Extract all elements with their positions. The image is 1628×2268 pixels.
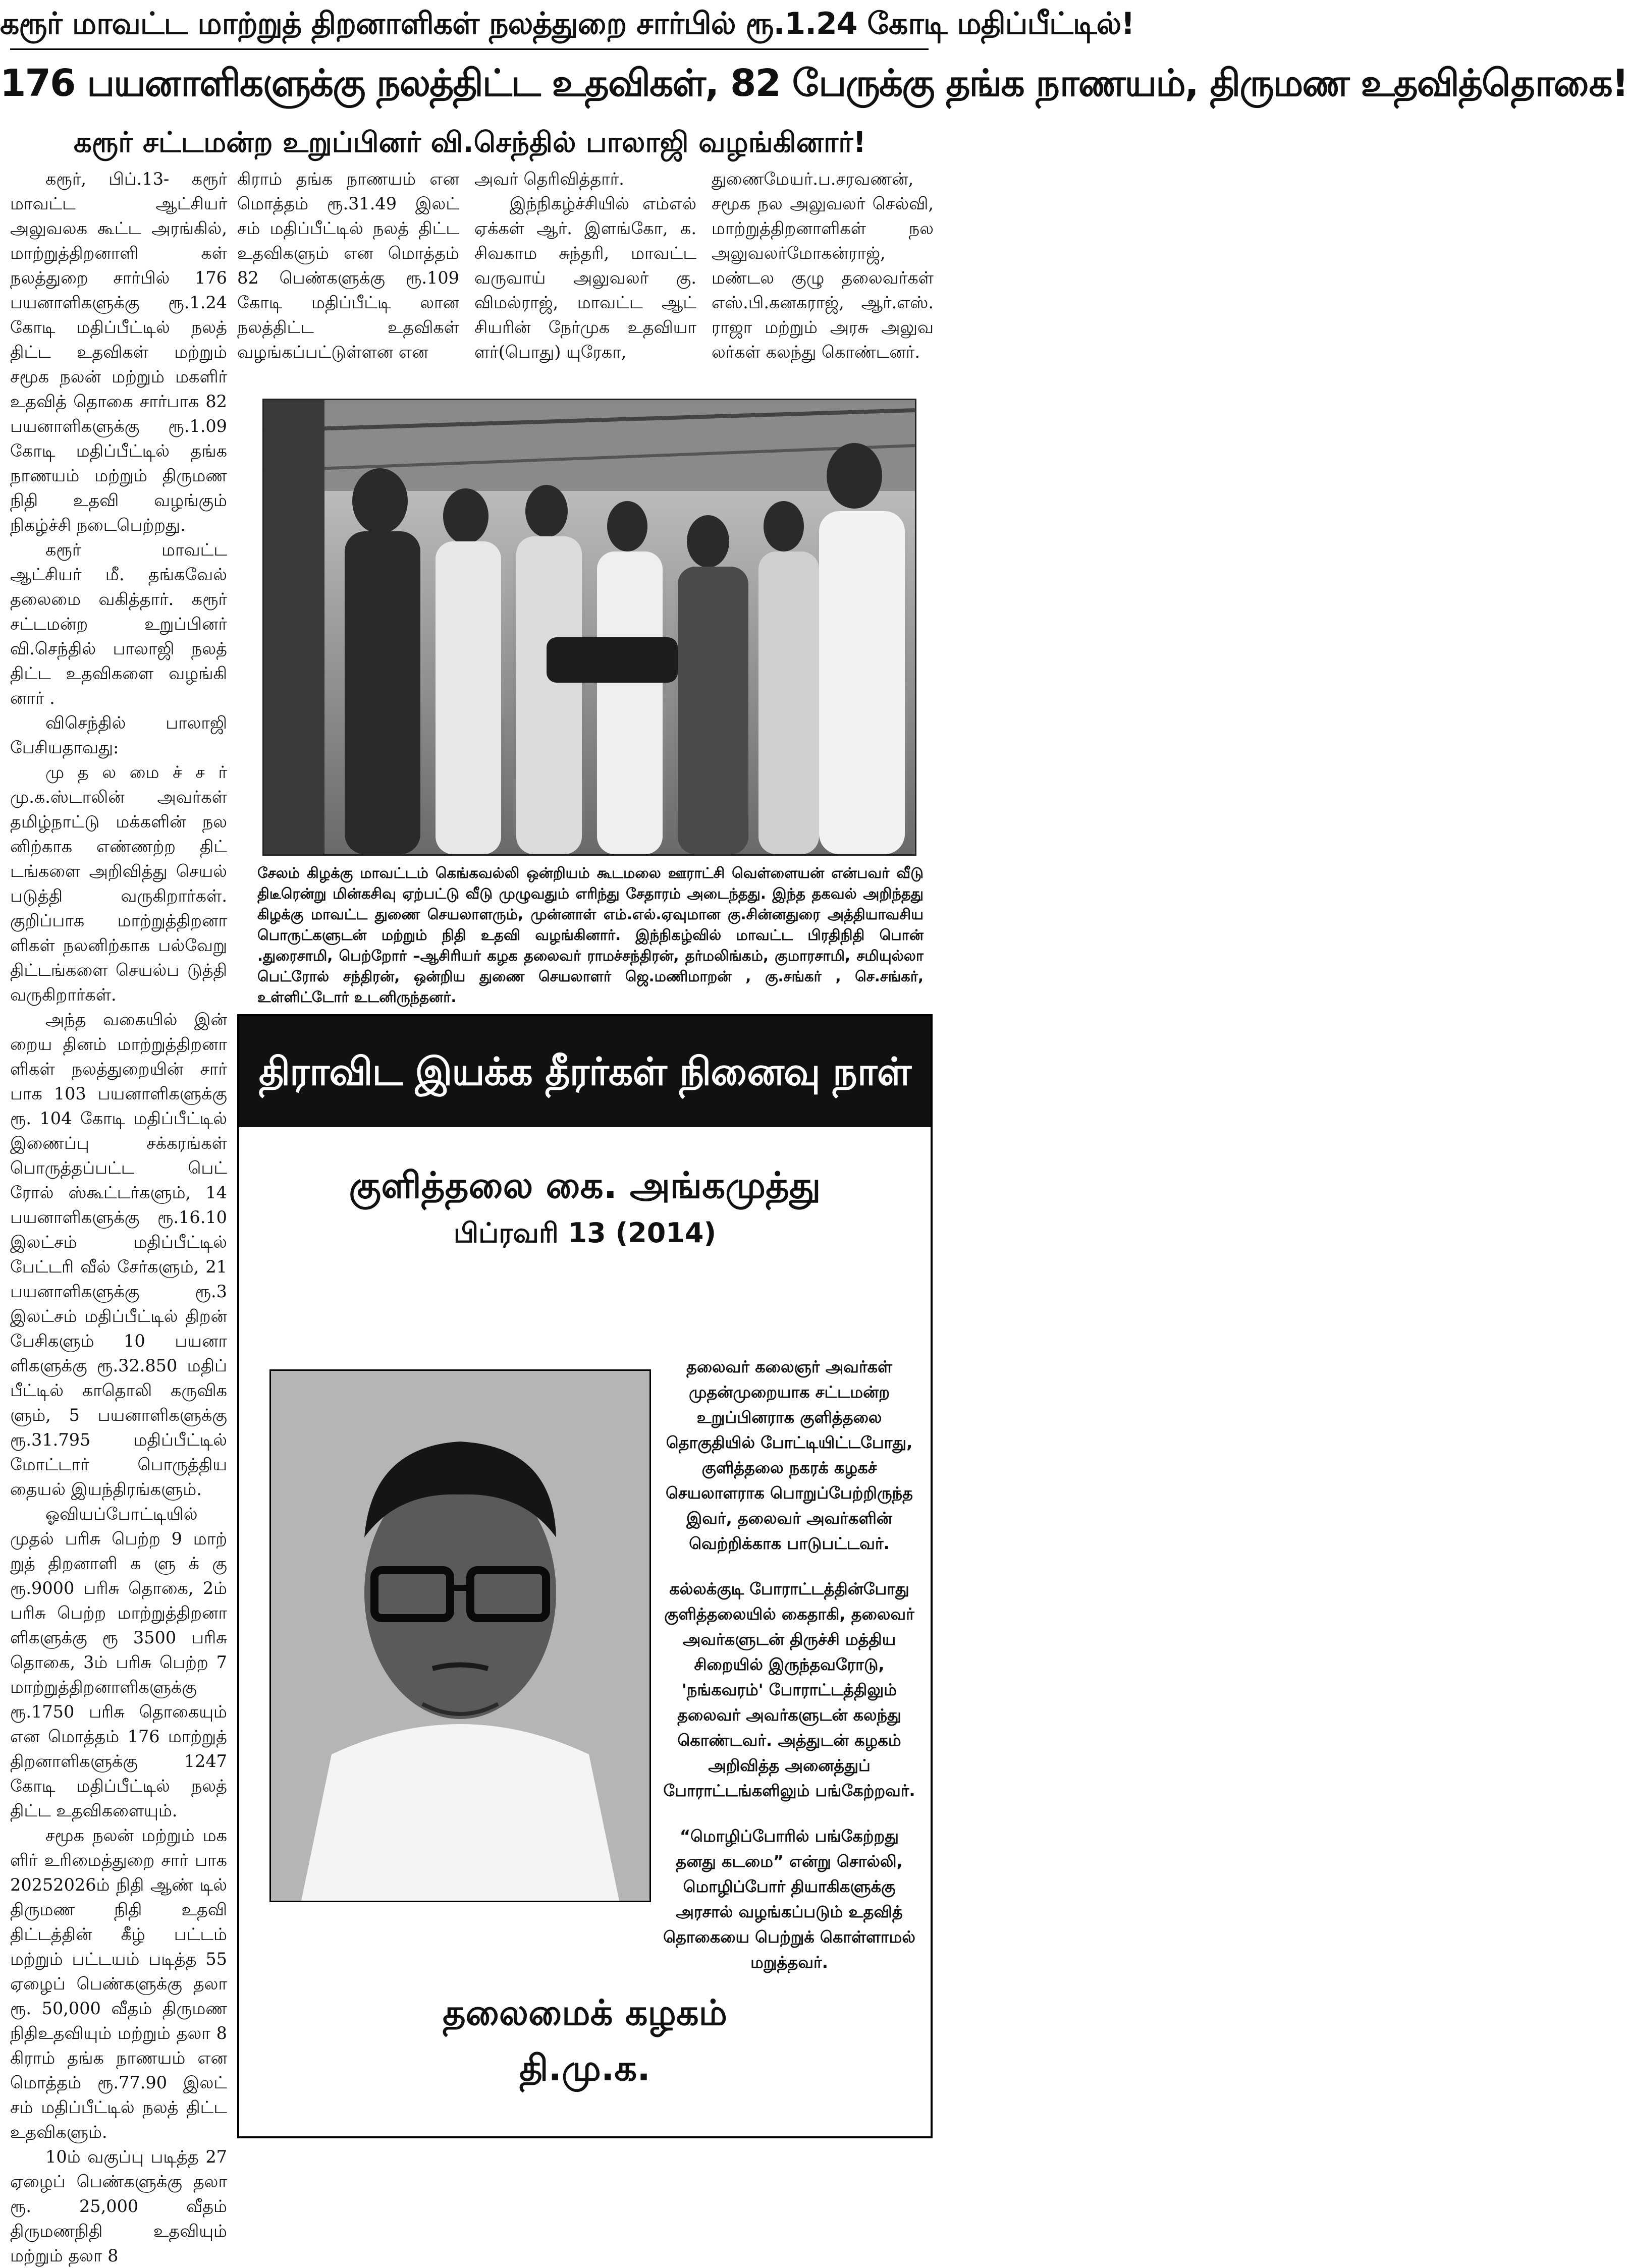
article-para: இந்நிகழ்ச்சியில் எம்எல் ஏக்கள் ஆர். இளங்கோ, க. சிவகாம சுந்தரி, மாவட்ட வருவாய் அலுவலர் கு. விமல்ராஜ், மாவட்ட ஆட் சியரின் நேர்முக உதவியா ளர்(பொது) யுரேகா, [474, 194, 696, 362]
headline-rule [10, 48, 929, 50]
memorial-banner: திராவிட இயக்க தீரர்கள் நினைவு நாள் [239, 1016, 931, 1127]
article-para: சமூக நலன் மற்றும் மக ளிர் உரிமைத்துறை சார் பாக 20252026ம் நிதி ஆண் டில் திருமண நிதி உதவி திட்டத்தின் கீழ் பட்டம் மற்றும் பட்டயம் படித்த 55 ஏழைப் பெண்களுக்கு தலா ரூ. 50,000 வீதம் திருமண நிதிஉதவியும் மற்றும் தலா 8 கிராம் தங்க நாணயம் என மொத்தம் ரூ.77.90 இலட் சம் மதிப்பீட்டில் நலத் திட்ட உதவிகளும். [10, 1826, 227, 2142]
memorial-bio [658, 1354, 920, 1995]
headline-main: 176 பயனாளிகளுக்கு நலத்திட்ட உதவிகள், 82 பேருக்கு தங்க நாணயம், திருமண உதவித்தொகை! [0, 62, 1628, 105]
news-photo [262, 399, 916, 856]
article-para: கிராம் தங்க நாணயம் என மொத்தம் ரூ.31.49 இலட் சம் மதிப்பீட்டில் நலத் திட்ட உதவிகளும் என மொத்தம் 82 பெண்களுக்கு ரூ.109 கோடி மதிப்பீட்டி லான நலத்திட்ட உதவிகள் வழங்கப்பட்டுள்ளன என [237, 169, 459, 362]
photo-illustration [264, 400, 915, 854]
memorial-bio-para: கல்லக்குடி போராட்டத்தின்போது குளித்தலையில் கைதாகி, தலைவர் அவர்களுடன் திருச்சி மத்திய சிறையில் இருந்தவரோடு, 'நங்கவரம்' போராட்டத்திலும் தலைவர் அவர்களுடன் கலந்து கொண்டவர். அத்துடன் கழகம் அறிவித்த அனைத்துப் போராட்டங்களிலும் பங்கேற்றவர். [663, 1579, 915, 1800]
article-para: கரூர் மாவட்ட ஆட்சியர் மீ. தங்கவேல் தலைமை வகித்தார். கரூர் சட்டமன்ற உறுப்பினர் வி.செந்தில் பாலாஜி நலத் திட்ட உதவிகளை வழங்கி னார் . [10, 540, 227, 708]
memorial-bio-para: “மொழிப்போரில் பங்கேற்றது தனது கடமை” என்று சொல்லி, மொழிப்போர் தியாகிகளுக்கு அரசால் வழங்கப்படும் உதவித் தொகையை பெற்றுக் கொள்ளாமல் மறுத்தவர். [663, 1827, 915, 1972]
article-para: அந்த வகையில் இன் றைய தினம் மாற்றுத்திறனா ளிகள் நலத்துறையின் சார் பாக 103 பயனாளிகளுக்கு ரூ. 104 கோடி மதிப்பீட்டில் இணைப்பு சக்கரங்கள் பொருத்தப்பட்ட பெட் ரோல் ஸ்கூட்டர்களும், 14 பயனாளிகளுக்கு ரூ.16.10 இலட்சம் மதிப்பீட்டில் பேட்டரி வீல் சேர்களும், 21 பயனாளிகளுக்கு ரூ.3 இலட்சம் மதிப்பீட்டில் திறன் பேசிகளும் 10 பயனா ளிகளுக்கு ரூ.32.850 மதிப் பீட்டில் காதொலி கருவிக ளும், 5 பயனாளிகளுக்கு ரூ.31.795 மதிப்பீட்டில் மோட்டார் பொருத்திய தையல் இயந்திரங்களும். [10, 1010, 227, 1499]
portrait-illustration [271, 1371, 649, 1901]
memorial-date: பிப்ரவரி 13 (2014) [453, 1217, 717, 1249]
portrait-photo [269, 1369, 651, 1902]
article-para: விசெந்தில் பாலாஜி பேசியதாவது: [10, 713, 227, 757]
article-column-3 [474, 167, 696, 378]
article-para: 10ம் வகுப்பு படித்த 27 ஏழைப் பெண்களுக்கு தலா ரூ. 25,000 வீதம் திருமணநிதி உதவியும் மற்றும் தலா 8 [10, 2147, 227, 2265]
article-column-1 [10, 167, 227, 2265]
memorial-box [237, 1014, 933, 2138]
memorial-bio-para: தலைவர் கலைஞர் அவர்கள் முதன்முறையாக சட்டமன்ற உறுப்பினராக குளித்தலை தொகுதியில் போட்டியிட்டபோது, குளித்தலை நகரக் கழகச் செயலாளராக பொறுப்பேற்றிருந்த இவர், தலைவர் அவர்களின் வெற்றிக்காக பாடுபட்டவர். [666, 1357, 913, 1553]
article-column-2 [237, 167, 459, 378]
article-column-4 [712, 167, 934, 378]
headline-sub: கரூர் சட்டமன்ற உறுப்பினர் வி.செந்தில் பாலாஜி வழங்கினார்! [73, 126, 866, 159]
memorial-sign-org: தலைமைக் கழகம் [443, 1992, 727, 2033]
article-para: ஓவியப்போட்டியில் முதல் பரிசு பெற்ற 9 மாற் றுத் திறனாளி க ளு க் கு ரூ.9000 பரிசு தொகை, 2ம் பரிசு பெற்ற மாற்றுத்திறனா ளிகளுக்கு ரூ 3500 பரிசு தொகை, 3ம் பரிசு பெற்ற 7 மாற்றுத்திறனாளிகளுக்கு ரூ.1750 பரிசு தொகையும் என மொத்தம் 176 மாற்றுத் திறனாளிகளுக்கு 1247 கோடி மதிப்பீட்டில் நலத் திட்ட உதவிகளையும். [10, 1504, 227, 1820]
memorial-sign-party: தி.மு.க. [519, 2048, 650, 2089]
photo-caption: சேலம் கிழக்கு மாவட்டம் கெங்கவல்லி ஒன்றியம் கூடமலை ஊராட்சி வெள்ளையன் என்பவர் வீடு திடீரென்று மின்கசிவு ஏற்பட்டு வீடு முழுவதும் எரிந்து சேதாரம் அடைந்தது. இந்த தகவல் அறிந்தது கிழக்கு மாவட்ட துணை செயலாளரும், முன்னாள் எம்.எல்.ஏவுமான கு.சின்னதுரை அத்தியாவசிய பொருட்களுடன் மற்றும் நிதி உதவி வழங்கினார். இந்நிகழ்வில் மாவட்ட பிரதிநிதி பொன் .துரைசாமி, பெற்றோர் –ஆசிரியர் கழக தலைவர் ராமச்சந்திரன், தர்மலிங்கம், குமாரசாமி, சமியுல்லா பெட்ரோல் சந்திரன், ஒன்றிய துணை செயலாளர் ஜெ.மணிமாறன் , கு.சங்கர் , செ.சங்கர், உள்ளிட்டோர் உடனிருந்தனர். [257, 864, 924, 1006]
headline-top: கரூர் மாவட்ட மாற்றுத் திறனாளிகள் நலத்துறை சார்பில் ரூ.1.24 கோடி மதிப்பீட்டில்! [0, 6, 1134, 41]
article-para: துணைமேயர்.ப.சரவணன், சமூக நல அலுவலர் செல்வி, மாற்றுத்திறனாளிகள் நல அலுவலர்மோகன்ராஜ், மண்டல குழு தலைவர்கள் எஸ்.பி.கனகராஜ், ஆர்.எஸ். ராஜா மற்றும் அரசு அலுவ லர்கள் கலந்து கொண்டனர். [712, 169, 934, 362]
memorial-name: குளித்தலை கை. அங்கமுத்து [349, 1164, 821, 1206]
article-para: மு த ல மை ச் ச ர் மு.க.ஸ்டாலின் அவர்கள் தமிழ்நாட்டு மக்களின் நல னிற்காக எண்ணற்ற திட் டங்களை அறிவித்து செயல் படுத்தி வருகிறார்கள். குறிப்பாக மாற்றுத்திறனா ளிகள் நலனிற்காக பல்வேறு திட்டங்களை செயல்ப டுத்தி வருகிறார்கள். [10, 762, 227, 1005]
article-para: கரூர், பிப்.13- கரூர் மாவட்ட ஆட்சியர் அலுவலக கூட்ட அரங்கில், மாற்றுத்திறனாளி கள் நலத்துறை சார்பில் 176 பயனாளிகளுக்கு ரூ.1.24 கோடி மதிப்பீட்டில் நலத் திட்ட உதவிகள் மற்றும் சமூக நலன் மற்றும் மகளிர் உதவித் தொகை சார்பாக 82 பயனாளிகளுக்கு ரூ.1.09 கோடி மதிப்பீட்டில் தங்க நாணயம் மற்றும் திருமண நிதி உதவி வழங்கும் நிகழ்ச்சி நடைபெற்றது. [10, 169, 227, 535]
article-para: அவர் தெரிவித்தார். [474, 169, 624, 189]
